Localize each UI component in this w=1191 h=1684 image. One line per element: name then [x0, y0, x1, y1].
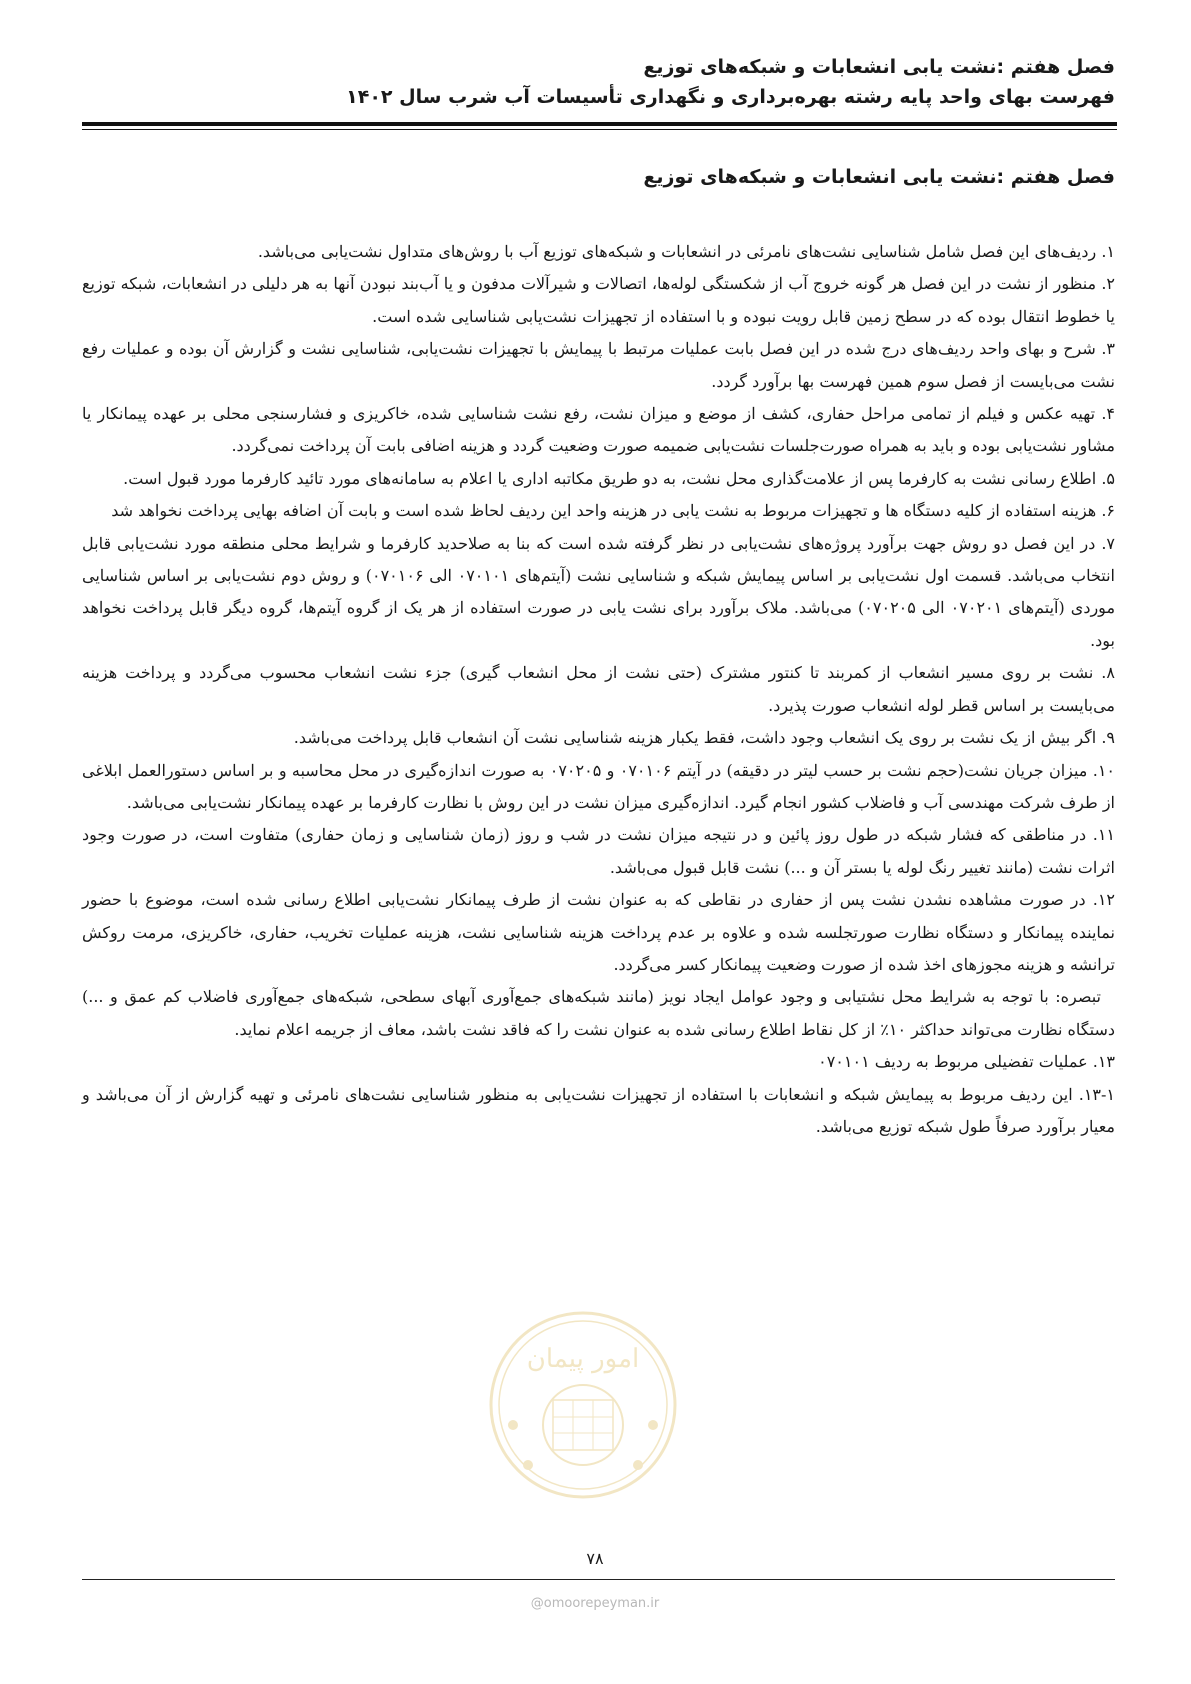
- paragraph-2: ۲. منظور از نشت در این فصل هر گونه خروج آب از شکستگی لوله‌ها، اتصالات و شیرآلات مدفون و یا آب‌بند نبودن آنها به هر دلیلی در انشعابات، شبکه توزیع یا خطوط انتقال بوده که در سطح زمین قابل رویت نبوده و با استفاده از تجهیزات نشت‌یابی شناسایی شده است.: [82, 274, 1115, 326]
- header-document-title: فهرست بهای واحد پایه رشته بهره‌برداری و نگهداری تأسیسات آب شرب سال ۱۴۰۲: [346, 86, 1115, 108]
- paragraph-7: ۷. در این فصل دو روش جهت برآورد پروژه‌های نشت‌یابی در نظر گرفته شده است که بنا به صلاحدید کارفرما و شرایط محلی منطقه مورد نشت‌یابی قابل انتخاب می‌باشد. قسمت اول نشت‌یابی بر اساس پیمایش شبکه و شناسایی نشت (آیتم‌های ۰۷۰۱۰۱ الی ۰۷۰۱۰۶) و روش دوم نشت‌یابی بر اساس شناسایی موردی (آیتم‌های ۰۷۰۲۰۱ الی ۰۷۰۲۰۵) می‌باشد. ملاک برآورد برای نشت یابی در صورت استفاده از هر یک از گروه آیتم‌ها، گروه دیگر قابل پرداخت نخواهد بود.: [82, 533, 1116, 650]
- footer-rule: [82, 1579, 1115, 1580]
- paragraph-3: ۳. شرح و بهای واحد ردیف‌های درج شده در این فصل بابت عملیات مرتبط با پیمایش با تجهیزات نشت‌یابی، شناسایی نشت و گزارش آن بوده و عملیات رفع نشت می‌بایست از فصل سوم همین فهرست بها برآورد گردد.: [82, 339, 1115, 391]
- section-title: فصل هفتم :نشت یابی انشعابات و شبکه‌های توزیع: [643, 166, 1115, 188]
- paragraph-9: ۹. اگر بیش از یک نشت بر روی یک انشعاب وجود داشت، فقط یکبار هزینه شناسایی نشت آن انشعاب قابل پرداخت می‌باشد.: [293, 728, 1115, 748]
- watermark-logo-text: امور پیمان: [526, 1344, 640, 1374]
- paragraph-6: ۶. هزینه استفاده از کلیه دستگاه ها و تجهیزات مربوط به نشت یابی در هزینه واحد این ردیف لحاظ شده است و بابت آن اضافه بهایی پرداخت نخواهد شد: [111, 501, 1115, 521]
- paragraph-10: ۱۰. میزان جریان نشت(حجم نشت بر حسب لیتر در دقیقه) در آیتم ۰۷۰۱۰۶ و ۰۷۰۲۰۵ به صورت اندازه‌گیری در محل محاسبه و بر اساس دستورالعمل ابلاغی از طرف شرکت مهندسی آب و فاضلاب کشور انجام گیرد. اندازه‌گیری میزان نشت در این روش با نظارت کارفرما بر عهده پیمانکار نشت‌یابی می‌باشد.: [82, 760, 1115, 812]
- footer-website: @omoorepeyman.ir: [530, 1596, 660, 1611]
- paragraph-13-1: ۱۳-۱. این ردیف مربوط به پیمایش شبکه و انشعابات با استفاده از تجهیزات نشت‌یابی به منظور شناسایی نشت‌های نامرئی و تهیه گزارش از آن می‌باشد و معیار برآورد صرفاً طول شبکه توزیع می‌باشد.: [82, 1084, 1115, 1136]
- paragraph-11: ۱۱. در مناطقی که فشار شبکه در طول روز پائین و در نتیجه میزان نشت در شب و روز (زمان شناسایی و زمان حفاری) متفاوت است، در صورت وجود اثرات نشت (مانند تغییر رنگ لوله یا بستر آن و ...) نشت قابل قبول می‌باشد.: [82, 825, 1115, 877]
- paragraph-8: ۸. نشت بر روی مسیر انشعاب از کمربند تا کنتور مشترک (حتی نشت از محل انشعاب گیری) جزء نشت انشعاب محسوب می‌گردد و پرداخت هزینه می‌بایست بر اساس قطر لوله انشعاب صورت پذیرد.: [82, 663, 1115, 715]
- paragraph-4: ۴. تهیه عکس و فیلم از تمامی مراحل حفاری، کشف از موضع و میزان نشت، رفع نشت شناسایی شده، خاکریزی و فشارسنجی محلی بر عهده پیمانکار یا مشاور نشت‌یابی بوده و باید به همراه صورت‌جلسات نشت‌یابی ضمیمه صورت وضعیت گردد و هزینه اضافی بابت آن پرداخت نمی‌گردد.: [82, 404, 1115, 456]
- header-rule-thick: [82, 122, 1117, 126]
- paragraph-5: ۵. اطلاع رسانی نشت به کارفرما پس از علامت‌گذاری محل نشت، به دو طریق مکاتبه اداری یا اعلام به سامانه‌های مورد تائید کارفرما مورد قبول است.: [123, 468, 1115, 488]
- paragraph-12: ۱۲. در صورت مشاهده نشدن نشت پس از حفاری در نقاطی که به عنوان نشت از طرف پیمانکار نشت‌یابی اطلاع رسانی شده است، موضوع با حضور نماینده پیمانکار و دستگاه نظارت صورتجلسه شده و علاوه بر عدم پرداخت هزینه شناسایی نشت، هزینه عملیات تخریب، حفاری، خاکریزی، مرمت روکش ترانشه و هزینه مجوزهای اخذ شده از صورت وضعیت پیمانکار کسر می‌گردد.: [82, 890, 1115, 974]
- paragraph-1: ۱. ردیف‌های این فصل شامل شناسایی نشت‌های نامرئی در انشعابات و شبکه‌های توزیع آب با روش‌های متداول نشت‌یابی می‌باشد.: [257, 242, 1115, 261]
- watermark-seal-icon: [483, 1305, 683, 1505]
- page-number: ۷۸: [586, 1549, 604, 1568]
- body-content: [82, 236, 1115, 1143]
- paragraph-13: ۱۳. عملیات تفضیلی مربوط به ردیف ۰۷۰۱۰۱: [818, 1052, 1115, 1072]
- header-rule-thin: [82, 129, 1117, 130]
- note-paragraph: تبصره: با توجه به شرایط محل نشتیابی و وجود عوامل ایجاد نویز (مانند شبکه‌های جمع‌آوری آبهای سطحی، شبکه‌های جمع‌آوری فاضلاب کم عمق و ...) دستگاه نظارت می‌تواند حداکثر ۱۰٪ از کل نقاط اطلاع رسانی شده به عنوان نشت را که فاقد نشت باشد، معاف از جریمه اعلام نماید.: [82, 987, 1115, 1039]
- page-header: [82, 52, 1115, 112]
- header-chapter-title: فصل هفتم :نشت یابی انشعابات و شبکه‌های توزیع: [643, 56, 1115, 78]
